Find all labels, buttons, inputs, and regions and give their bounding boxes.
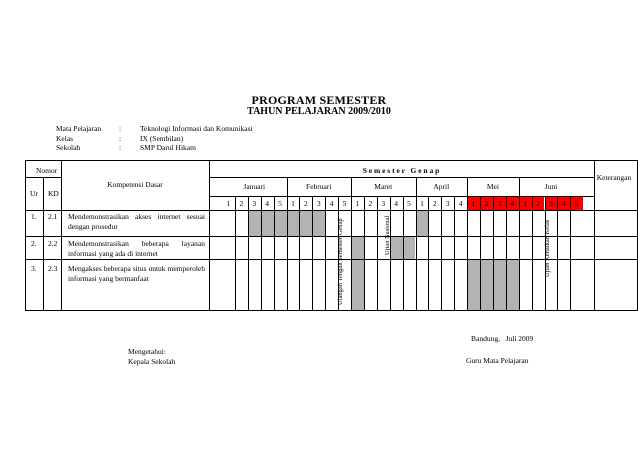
week-column-line (403, 196, 404, 310)
info-colon: : (119, 124, 122, 133)
info-label: Kelas (56, 133, 74, 143)
week-number: 1 (355, 199, 360, 208)
info-colon: : (119, 133, 122, 143)
scheduled-week-cell (506, 259, 519, 310)
scheduled-week-cell (403, 236, 416, 259)
week-number: 4 (458, 199, 463, 208)
week-number: 1 (226, 199, 231, 208)
week-number: 4 (329, 199, 334, 208)
week-column-line (235, 196, 236, 310)
week-column-line (570, 196, 571, 310)
week-number: 2 (303, 199, 308, 208)
info-row-class (56, 134, 253, 144)
week-number: 5 (342, 199, 347, 208)
signature-principal-title: Kepala Sekolah (128, 357, 176, 366)
week-number: 5 (278, 199, 282, 208)
week-number: 1 (523, 199, 527, 208)
page-title: PROGRAM SEMESTER (251, 93, 387, 107)
scheduled-week-cell (351, 236, 364, 259)
info-label: Sekolah (56, 143, 81, 152)
month-header: Mei (486, 182, 499, 191)
week-column-line (364, 196, 365, 310)
info-row-subject (56, 124, 253, 134)
table-line-months (209, 196, 594, 197)
row-2-kompetensi: Mendemonstrasikan beberapa layanan informasi yang ada di internet (68, 239, 205, 258)
week-number: 3 (252, 199, 257, 208)
label-uts: Ulangan Tengah Semester Genap (337, 218, 344, 305)
scheduled-week-cell (390, 236, 403, 259)
week-number: 1 (471, 199, 476, 208)
scheduled-week-cell (467, 259, 480, 310)
week-column-line (377, 196, 378, 310)
week-number: 3 (445, 199, 450, 208)
table-border-bottom (25, 310, 638, 311)
info-value: IX (Sembilan) (140, 133, 184, 143)
info-value: Teknologi Informasi dan Komunikasi (140, 124, 253, 133)
table-line-nomor-kd (25, 177, 61, 178)
week-column-line (248, 196, 249, 310)
table-line-header-bottom (25, 210, 638, 211)
table-column-line (25, 160, 26, 310)
scheduled-week-cell (351, 259, 364, 310)
label-ujian-nasional: Ujian Nasional (384, 215, 391, 255)
week-number: 2 (536, 199, 540, 208)
row-2-ur: 2. (31, 239, 37, 248)
week-column-line (506, 196, 507, 310)
week-column-line (441, 196, 442, 310)
table-border-top (25, 160, 638, 161)
row-2-kd: 2.2 (48, 239, 58, 248)
row-1-kompetensi: Mendemonstrasikan akses internet sesuai dengan prosedur (68, 212, 205, 231)
signature-place-date: Bandung, Juli 2009 (471, 334, 534, 343)
table-line-semester (209, 177, 594, 178)
header-kd: KD (48, 189, 59, 198)
label-ukk: Ujian Kenaikan Kelas (544, 219, 551, 277)
header-kompetensi: Kompetensi Dasar (107, 180, 163, 189)
week-number: 3 (316, 199, 321, 208)
scheduled-week-cell (416, 210, 429, 236)
course-info (56, 124, 253, 153)
row-3-kompetensi: Mengakses beberapa situs untuk memperoleh informasi yang bermanfaat (68, 264, 205, 283)
week-number: 2 (484, 199, 489, 208)
header-semester: S e m e s t e r G e n a p (362, 166, 440, 175)
week-number: 4 (265, 199, 269, 208)
info-value: SMP Darul Hikam (140, 143, 196, 152)
info-row-school (56, 143, 253, 153)
week-column-line (416, 196, 417, 310)
header-nomor: Nomor (36, 166, 58, 175)
week-number: 1 (420, 199, 424, 208)
info-colon: : (119, 143, 122, 152)
week-number: 1 (291, 199, 295, 208)
week-column-line (325, 196, 326, 310)
week-column-line (519, 196, 520, 310)
table-column-line (594, 160, 595, 310)
row-3-kd: 2.3 (48, 264, 58, 273)
week-number: 2 (432, 199, 437, 208)
header-keterangan: Keterangan (596, 173, 632, 182)
info-label: Mata Pelajaran (56, 124, 102, 133)
week-column-line (428, 196, 429, 310)
month-header: April (433, 182, 450, 191)
week-column-line (557, 196, 558, 310)
week-column-line (467, 196, 468, 310)
month-header: Maret (374, 182, 393, 191)
row-1-kd: 2.1 (48, 212, 58, 221)
week-column-line (274, 196, 275, 310)
page-subtitle: TAHUN PELAJARAN 2009/2010 (247, 106, 391, 117)
week-number: 3 (549, 199, 553, 208)
signature-teacher-title: Guru Mata Pelajaran (466, 356, 529, 365)
week-column-line (351, 196, 352, 310)
week-column-line (261, 196, 262, 310)
week-number: 3 (381, 199, 386, 208)
signature-mengetahui: Mengetahui: (128, 347, 166, 356)
week-number: 3 (497, 199, 502, 208)
row-1-ur: 1. (31, 212, 37, 221)
month-header: Juni (544, 182, 558, 191)
week-number: 2 (368, 199, 373, 208)
month-header: Januari (243, 182, 266, 191)
table-column-line (43, 177, 44, 310)
week-column-line (532, 196, 533, 310)
week-column-line (493, 196, 494, 310)
week-column-line (299, 196, 300, 310)
week-column-line (454, 196, 455, 310)
row-3-ur: 3. (31, 264, 37, 273)
week-number: 4 (394, 199, 398, 208)
week-number: 4 (510, 199, 515, 208)
week-number: 2 (239, 199, 244, 208)
header-ur: Ur (30, 189, 38, 198)
week-number: 5 (407, 199, 411, 208)
week-column-line (312, 196, 313, 310)
month-header: Februari (306, 182, 332, 191)
week-number: 5 (574, 199, 579, 208)
week-column-line (480, 196, 481, 310)
week-column-line (287, 196, 288, 310)
week-number: 4 (561, 199, 566, 208)
